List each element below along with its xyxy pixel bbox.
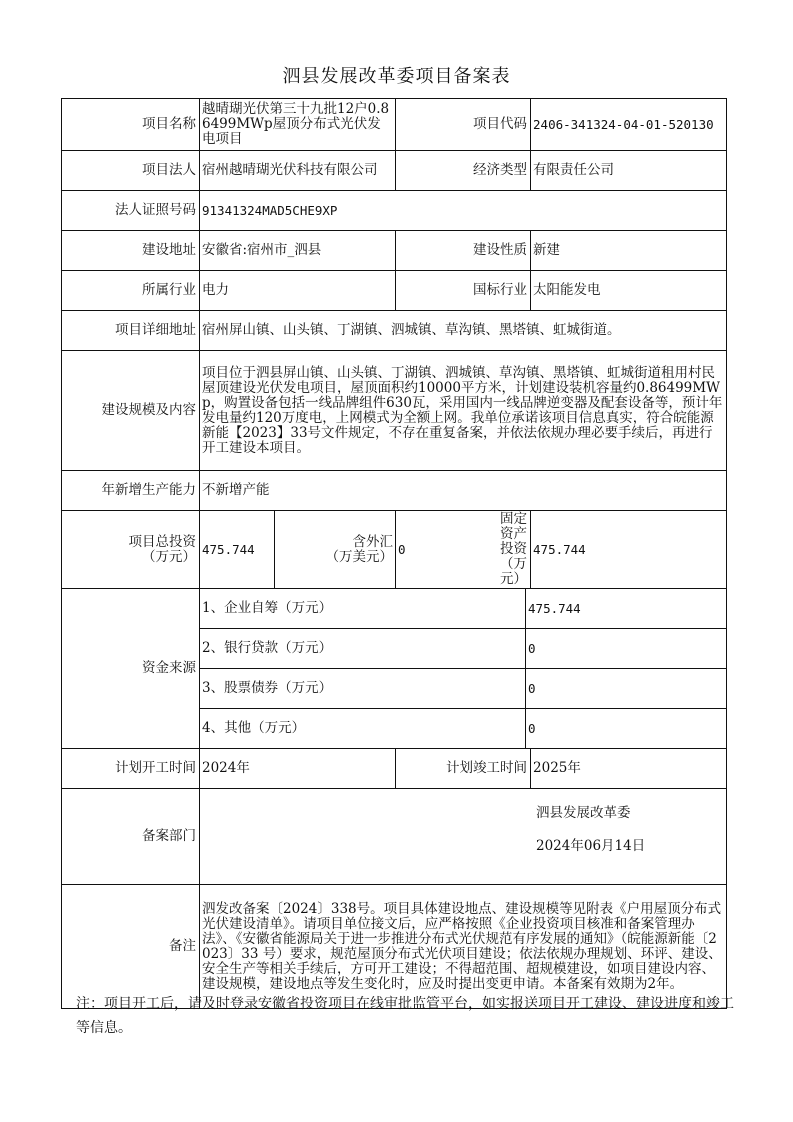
label-fixed-investment-line2: （万元） xyxy=(500,556,528,587)
label-economic-type: 经济类型 xyxy=(396,151,531,191)
value-forex: 0 xyxy=(398,542,406,557)
row-schedule xyxy=(62,749,727,789)
label-detailed-address: 项目详细地址 xyxy=(62,311,200,351)
row-license xyxy=(62,191,727,231)
label-new-capacity: 年新增生产能力 xyxy=(62,471,200,511)
row-detailed-address xyxy=(62,311,727,351)
row-remarks xyxy=(62,885,727,1009)
value-scale-content: 项目位于泗县屏山镇、山头镇、丁湖镇、泗城镇、草沟镇、黑塔镇、虹城街道租用村民屋顶建设光伏发电项目，屋顶面积约10000平方米，计划建设装机容量约0.86499MWp，购置设备包括一线品牌组件630瓦，采用国内一线品牌逆变器及配套设备等，预计年发电量约120万度电，上网模式为全额上网。我单位承诺该项目信息真实，符合皖能源新能【2023】33号文件规定，不存在重复备案，并依法依规办理必要手续后，再进行开工建设本项目。 xyxy=(200,351,727,471)
label-total-investment-line2: （万元） xyxy=(142,548,196,565)
fund-source-value-4: 0 xyxy=(526,709,727,749)
footnote: 注：项目开工后，请及时登录安徽省投资项目在线审批监管平台，如实报送项目开工建设、建设进度和竣工等信息。 xyxy=(76,996,734,1036)
value-national-industry: 太阳能发电 xyxy=(531,271,727,311)
value-project-name: 越晴瑚光伏第三十九批12户0.86499MWp屋顶分布式光伏发电项目 xyxy=(200,99,396,151)
row-industry xyxy=(62,271,727,311)
label-national-industry: 国标行业 xyxy=(396,271,531,311)
value-filing-date: 2024年06月14日 xyxy=(536,838,646,854)
row-filing-dept xyxy=(62,789,727,885)
label-project-code: 项目代码 xyxy=(396,99,531,151)
label-construction-nature: 建设性质 xyxy=(396,231,531,271)
label-start-time: 计划开工时间 xyxy=(62,749,200,789)
fund-source-value-3: 0 xyxy=(526,669,727,709)
value-project-code: 2406-341324-04-01-520130 xyxy=(531,99,727,151)
value-construction-site: 安徽省:宿州市_泗县 xyxy=(200,231,396,271)
value-construction-nature: 新建 xyxy=(531,231,727,271)
value-filing-dept-name: 泗县发展改革委 xyxy=(536,805,631,821)
label-forex xyxy=(275,511,396,589)
forex-fixed-cell xyxy=(396,511,531,589)
filing-dept-cell xyxy=(200,789,727,885)
value-remarks: 泗发改备案〔2024〕338号。项目具体建设地点、建设规模等见附表《户用屋顶分布式光伏建设清单》。请项目单位接文后，应严格按照《企业投资项目核准和备案管理办法》、《安徽省能源局关于进一步推进分布式光伏规范有序发展的通知》（皖能源新能〔2023〕33 号）要求，规范屋顶分布式光伏项目建设；依法依规办理规划、环评、建设、安全生产等相关手续后，方可开工建设；不得超范围、超规模建设，如项目建设内容、建设规模，建设地点等发生变化时，应及时提出变更申请。本备案有效期为2年。 xyxy=(200,885,727,1009)
row-scale-content xyxy=(62,351,727,471)
fund-source-label-2: 2、银行贷款（万元） xyxy=(200,629,526,669)
fund-source-label-4: 4、其他（万元） xyxy=(200,709,526,749)
label-fixed-investment xyxy=(490,511,530,588)
label-finish-time: 计划竣工时间 xyxy=(396,749,531,789)
label-legal-person: 项目法人 xyxy=(62,151,200,191)
label-construction-site: 建设地址 xyxy=(62,231,200,271)
value-fixed-investment: 475.744 xyxy=(531,511,727,589)
label-license-no: 法人证照号码 xyxy=(62,191,200,231)
label-industry: 所属行业 xyxy=(62,271,200,311)
value-detailed-address: 宿州屏山镇、山头镇、丁湖镇、泗城镇、草沟镇、黑塔镇、虹城街道。 xyxy=(200,311,727,351)
label-forex-line2: （万美元） xyxy=(325,548,394,565)
fund-source-value-1: 475.744 xyxy=(526,589,727,629)
label-project-name: 项目名称 xyxy=(62,99,200,151)
document-title: 泗县发展改革委项目备案表 xyxy=(282,66,511,87)
label-fixed-investment-line1: 固定资产投资 xyxy=(500,511,528,557)
row-construction-site xyxy=(62,231,727,271)
row-investment xyxy=(62,511,727,589)
filing-table xyxy=(61,98,727,1009)
row-fund-source-1 xyxy=(62,589,727,629)
value-industry: 电力 xyxy=(200,271,396,311)
row-project-name xyxy=(62,99,727,151)
label-fund-source: 资金来源 xyxy=(62,589,200,749)
value-new-capacity: 不新增产能 xyxy=(200,471,727,511)
fund-source-label-1: 1、企业自筹（万元） xyxy=(200,589,526,629)
fund-source-label-3: 3、股票债券（万元） xyxy=(200,669,526,709)
value-economic-type: 有限责任公司 xyxy=(531,151,727,191)
label-filing-dept: 备案部门 xyxy=(62,789,200,885)
label-scale-content: 建设规模及内容 xyxy=(62,351,200,471)
value-total-investment: 475.744 xyxy=(200,511,275,589)
label-remarks: 备注 xyxy=(62,885,200,1009)
label-forex-line1: 含外汇 xyxy=(352,533,394,550)
row-new-capacity xyxy=(62,471,727,511)
fund-source-value-2: 0 xyxy=(526,629,727,669)
value-legal-person: 宿州越晴瑚光伏科技有限公司 xyxy=(200,151,396,191)
value-finish-time: 2025年 xyxy=(531,749,727,789)
value-start-time: 2024年 xyxy=(200,749,396,789)
forex-fixed-inner xyxy=(396,511,530,588)
value-license-no: 91341324MAD5CHE9XP xyxy=(200,191,727,231)
label-total-investment xyxy=(62,511,200,589)
row-legal-person xyxy=(62,151,727,191)
label-total-investment-line1: 项目总投资 xyxy=(128,533,196,550)
